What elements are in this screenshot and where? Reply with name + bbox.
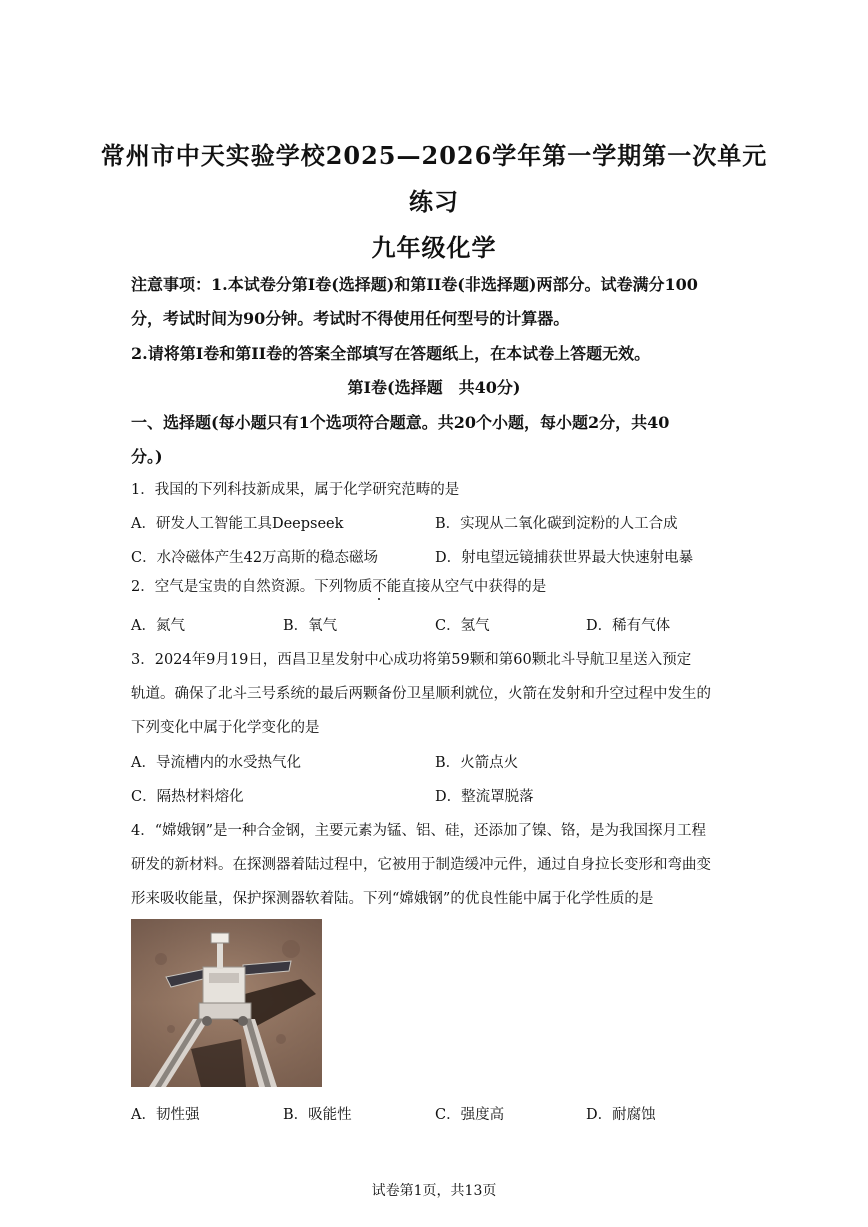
question-4-option-d: D．耐腐蚀 [586, 1107, 656, 1123]
exam-subject: 九年级化学 [371, 233, 497, 262]
question-1-option-c: C．水冷磁体产生42万高斯的稳态磁场 [131, 550, 379, 566]
notes-line2: 分，考试时间为90分钟。考试时不得使用任何型号的计算器。 [131, 309, 570, 328]
question-4-option-b: B．吸能性 [283, 1107, 352, 1123]
question-3-stem-line2: 轨道。确保了北斗三号系统的最后两颗备份卫星顺利就位，火箭在发射和升空过程中发生的 [131, 686, 711, 702]
question-2-stem [131, 575, 546, 596]
question-1-option-a: A．研发人工智能工具Deepseek [131, 516, 344, 532]
question-3-stem-line1: 3．2024年9月19日，西昌卫星发射中心成功将第59颗和第60颗北斗导航卫星送入预定 [131, 652, 692, 668]
exam-title-line2: 练习 [409, 187, 459, 216]
question-2-option-b: B．氧气 [283, 618, 338, 634]
question-3-stem-line3: 下列变化中属于化学变化的是 [131, 720, 320, 736]
question-2-option-d: D．稀有气体 [586, 618, 671, 634]
lunar-rover-photo [131, 919, 322, 1087]
question-1-option-b: B．实现从二氧化碳到淀粉的人工合成 [435, 516, 678, 532]
question-3-option-a: A．导流槽内的水受热气化 [131, 755, 301, 771]
question-1-option-d: D．射电望远镜捕获世界最大快速射电暴 [435, 550, 694, 566]
notes-line1: 注意事项：1.本试卷分第I卷(选择题)和第II卷(非选择题)两部分。试卷满分100 [131, 275, 698, 294]
question-2-stem-pre: 2．空气是宝贵的自然资源。下列物质 [131, 579, 373, 595]
question-2-option-c: C．氢气 [435, 618, 490, 634]
question-4-stem-line1: 4．“嫦娥钢”是一种合金钢，主要元素为锰、铝、硅，还添加了镍、铬，是为我国探月工程 [131, 823, 707, 839]
exam-title-line1: 常州市中天实验学校2025—2026学年第一学期第一次单元 [100, 141, 768, 170]
question-2-stem-emphasis: 不 [372, 579, 387, 595]
section-intro-line2: 分。) [131, 447, 163, 466]
question-1-stem: 1．我国的下列科技新成果，属于化学研究范畴的是 [131, 482, 460, 498]
question-3-option-d: D．整流罩脱落 [435, 789, 534, 805]
question-3-option-b: B．火箭点火 [435, 755, 519, 771]
question-4-stem-line3: 形来吸收能量，保护探测器软着陆。下列“嫦娥钢”的优良性能中属于化学性质的是 [131, 891, 654, 907]
question-3-option-c: C．隔热材料熔化 [131, 789, 244, 805]
question-2-option-a: A．氮气 [131, 618, 185, 634]
question-4-stem-line2: 研发的新材料。在探测器着陆过程中，它被用于制造缓冲元件，通过自身拉长变形和弯曲变 [131, 857, 711, 873]
question-2-stem-post: 能直接从空气中获得的是 [386, 579, 547, 595]
notes-line3: 2.请将第I卷和第II卷的答案全部填写在答题纸上，在本试卷上答题无效。 [131, 344, 651, 363]
question-4-option-a: A．韧性强 [131, 1107, 200, 1123]
section-intro-line1: 一、选择题(每小题只有1个选项符合题意。共20个小题，每小题2分，共40 [131, 413, 670, 432]
question-4-option-c: C．强度高 [435, 1107, 505, 1123]
section-heading: 第I卷(选择题 共40分) [347, 378, 521, 397]
page-footer: 试卷第1页，共13页 [371, 1183, 497, 1199]
